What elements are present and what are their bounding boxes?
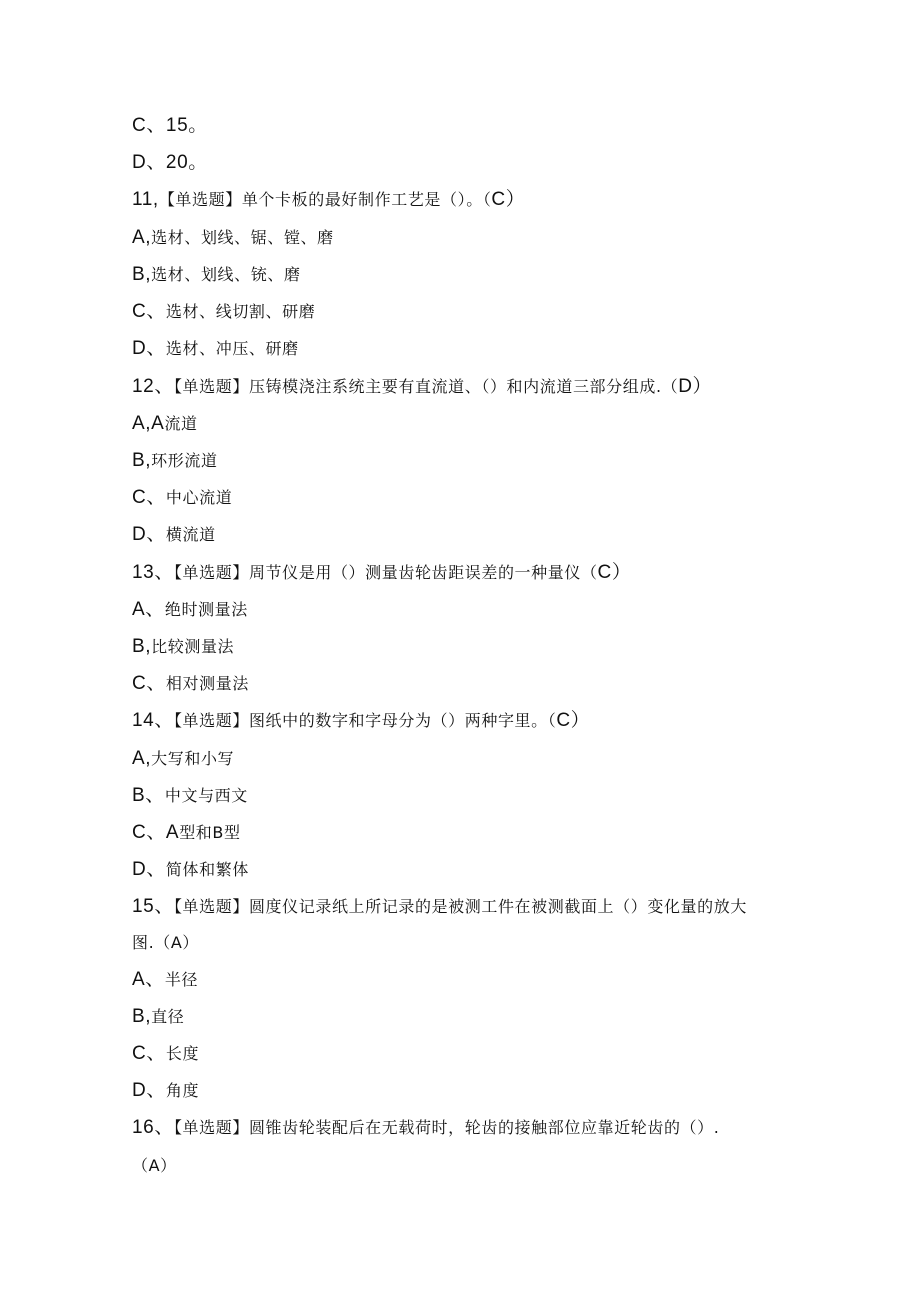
answer-option xyxy=(132,1080,199,1102)
option-letter: D、 xyxy=(132,524,166,545)
option-text: 流道 xyxy=(164,414,198,433)
question-number: 12、 xyxy=(132,376,174,397)
option-letter: B, xyxy=(132,1006,152,1027)
option-letter: D、 xyxy=(132,338,166,359)
question-line xyxy=(132,189,525,211)
answer-option xyxy=(132,152,208,174)
answer-key: A） xyxy=(148,1156,177,1175)
option-text: 比较测量法 xyxy=(151,637,235,656)
question-text: 图.（ xyxy=(132,933,171,952)
answer-option xyxy=(132,487,232,509)
option-letter: A,A xyxy=(132,413,165,434)
question-line xyxy=(132,710,590,732)
answer-option xyxy=(132,338,299,360)
question-number: 13、 xyxy=(132,562,174,583)
option-letter: A, xyxy=(132,227,152,248)
option-text: 型和B型 xyxy=(179,823,241,842)
option-letter: C、A xyxy=(132,822,180,843)
question-text: 【单选题】单个卡板的最好制作工艺是（）。（ xyxy=(158,190,492,209)
answer-option xyxy=(132,859,249,881)
answer-option xyxy=(132,748,234,770)
question-number: 11, xyxy=(132,189,159,210)
question-text: （ xyxy=(132,1156,149,1175)
option-letter: D、 xyxy=(132,859,166,880)
option-text: 角度 xyxy=(165,1081,200,1100)
option-text: 大写和小写 xyxy=(151,749,235,768)
option-letter: D、 xyxy=(132,1080,166,1101)
answer-option xyxy=(132,524,216,546)
question-number: 14、 xyxy=(132,710,174,731)
option-text: 横流道 xyxy=(165,525,216,544)
option-letter: B、 xyxy=(132,785,165,806)
answer-key: C） xyxy=(491,189,526,210)
question-line xyxy=(132,376,712,398)
answer-key: D） xyxy=(678,376,713,397)
answer-option xyxy=(132,822,241,844)
option-letter: C、 xyxy=(132,301,166,322)
question-text: 【单选题】圆度仪记录纸上所记录的是被测工件在被测截面上（）变化量的放大 xyxy=(173,897,747,916)
option-text: 直径 xyxy=(151,1007,185,1026)
answer-option xyxy=(132,115,208,137)
option-letter: C、15。 xyxy=(132,115,208,136)
option-letter: C、 xyxy=(132,487,166,508)
answer-key: C） xyxy=(597,562,632,583)
question-continuation xyxy=(132,932,199,954)
answer-option xyxy=(132,969,198,991)
option-text: 选材、冲压、研磨 xyxy=(165,339,299,358)
question-continuation xyxy=(132,1155,177,1177)
option-letter: C、 xyxy=(132,1043,166,1064)
option-letter: B, xyxy=(132,636,152,657)
option-letter: A、 xyxy=(132,599,165,620)
answer-option xyxy=(132,1043,199,1065)
answer-option xyxy=(132,450,218,472)
answer-option xyxy=(132,599,248,621)
option-letter: A, xyxy=(132,748,152,769)
option-letter: A、 xyxy=(132,969,165,990)
answer-option xyxy=(132,673,249,695)
option-text: 选材、划线、铳、磨 xyxy=(151,265,301,284)
option-text: 环形流道 xyxy=(151,451,218,470)
option-letter: B, xyxy=(132,264,152,285)
answer-option xyxy=(132,413,198,435)
option-text: 选材、划线、锯、镗、磨 xyxy=(151,228,334,247)
question-number: 16、 xyxy=(132,1117,174,1138)
answer-key: A） xyxy=(170,933,200,952)
question-line xyxy=(132,1117,719,1139)
question-line xyxy=(132,896,747,918)
option-text: 中心流道 xyxy=(165,488,233,507)
option-letter: C、 xyxy=(132,673,166,694)
option-text: 中文与西文 xyxy=(164,786,248,805)
question-text: 【单选题】图纸中的数字和字母分为（）两种字里。（ xyxy=(173,711,557,730)
option-letter: D、20。 xyxy=(132,152,208,173)
question-text: 【单选题】周节仪是用（）测量齿轮齿距误差的一种量仪（ xyxy=(173,563,598,582)
answer-option xyxy=(132,301,315,323)
answer-option xyxy=(132,1006,184,1028)
answer-option xyxy=(132,636,234,658)
option-text: 相对测量法 xyxy=(165,674,249,693)
option-text: 简体和繁体 xyxy=(165,860,249,879)
answer-key: C） xyxy=(556,710,591,731)
option-text: 半径 xyxy=(164,970,199,989)
question-text: 【单选题】圆锥齿轮装配后在无载荷时，轮齿的接触部位应靠近轮齿的（）. xyxy=(173,1118,720,1137)
option-letter: B, xyxy=(132,450,152,471)
answer-option xyxy=(132,264,301,286)
answer-option xyxy=(132,785,248,807)
answer-option xyxy=(132,227,334,249)
question-line xyxy=(132,562,631,584)
question-text: 【单选题】压铸模浇注系统主要有直流道、（）和内流道三部分组成.（ xyxy=(173,377,679,396)
option-text: 绝时测量法 xyxy=(164,600,248,619)
question-number: 15、 xyxy=(132,896,174,917)
option-text: 选材、线切割、研磨 xyxy=(165,302,316,321)
option-text: 长度 xyxy=(165,1044,200,1063)
